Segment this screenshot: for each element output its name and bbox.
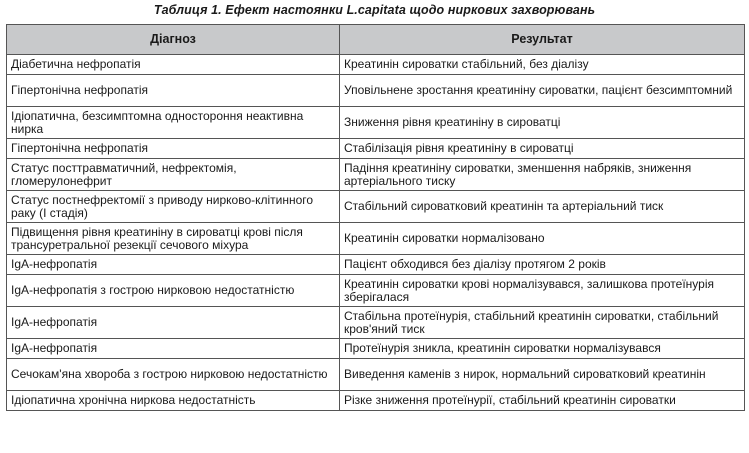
cell-result: Уповільнене зростання креатиніну сироватки, пацієнт безсимптомний — [340, 75, 745, 107]
cell-diagnosis: Сечокам'яна хвороба з гострою нирковою недостатністю — [7, 359, 340, 391]
cell-result: Виведення каменів з нирок, нормальний сироватковий креатинін — [340, 359, 745, 391]
table-row — [7, 339, 745, 359]
cell-diagnosis: IgA-нефропатія — [7, 307, 340, 339]
table-row — [7, 359, 745, 391]
table-row — [7, 391, 745, 411]
cell-diagnosis: IgA-нефропатія — [7, 339, 340, 359]
cell-diagnosis: Підвищення рівня креатиніну в сироватці крові після трансуретральної резекції сечового міхура — [7, 223, 340, 255]
table-caption: Таблиця 1. Ефект настоянки L.capitata щодо ниркових захворювань — [153, 3, 596, 17]
cell-diagnosis: Ідіопатична хронічна ниркова недостатність — [7, 391, 340, 411]
cell-result: Стабілізація рівня креатиніну в сироватці — [340, 139, 745, 159]
results-table — [6, 24, 745, 411]
table-row — [7, 75, 745, 107]
table-row — [7, 255, 745, 275]
cell-diagnosis: Статус постнефректомії з приводу нирково-клітинного раку (I стадія) — [7, 191, 340, 223]
cell-diagnosis: IgA-нефропатія з гострою нирковою недостатністю — [7, 275, 340, 307]
header-diagnosis: Діагноз — [7, 25, 340, 55]
table-header-row — [7, 25, 745, 55]
table-row — [7, 191, 745, 223]
table-row — [7, 107, 745, 139]
cell-diagnosis: Статус посттравматичний, нефректомія, гломерулонефрит — [7, 159, 340, 191]
cell-result: Креатинін сироватки крові нормалізувався, залишкова протеїнурія зберігалася — [340, 275, 745, 307]
cell-diagnosis: Ідіопатична, безсимптомна одностороння неактивна нирка — [7, 107, 340, 139]
table-row — [7, 159, 745, 191]
cell-result: Стабільна протеїнурія, стабільний креатинін сироватки, стабільний кров'яний тиск — [340, 307, 745, 339]
cell-result: Різке зниження протеїнурії, стабільний креатинін сироватки — [340, 391, 745, 411]
cell-result: Стабільний сироватковий креатинін та артеріальний тиск — [340, 191, 745, 223]
cell-diagnosis: Гіпертонічна нефропатія — [7, 75, 340, 107]
header-result: Результат — [340, 25, 745, 55]
cell-result: Креатинін сироватки нормалізовано — [340, 223, 745, 255]
table-row — [7, 55, 745, 75]
table-row — [7, 307, 745, 339]
table-row — [7, 139, 745, 159]
table-row — [7, 223, 745, 255]
cell-diagnosis: Гіпертонічна нефропатія — [7, 139, 340, 159]
cell-result: Пацієнт обходився без діалізу протягом 2 років — [340, 255, 745, 275]
cell-result: Зниження рівня креатиніну в сироватці — [340, 107, 745, 139]
cell-diagnosis: Діабетична нефропатія — [7, 55, 340, 75]
cell-result: Протеїнурія зникла, креатинін сироватки нормалізувався — [340, 339, 745, 359]
cell-result: Креатинін сироватки стабільний, без діалізу — [340, 55, 745, 75]
cell-result: Падіння креатиніну сироватки, зменшення набряків, зниження артеріального тиску — [340, 159, 745, 191]
table-row — [7, 275, 745, 307]
cell-diagnosis: IgA-нефропатія — [7, 255, 340, 275]
